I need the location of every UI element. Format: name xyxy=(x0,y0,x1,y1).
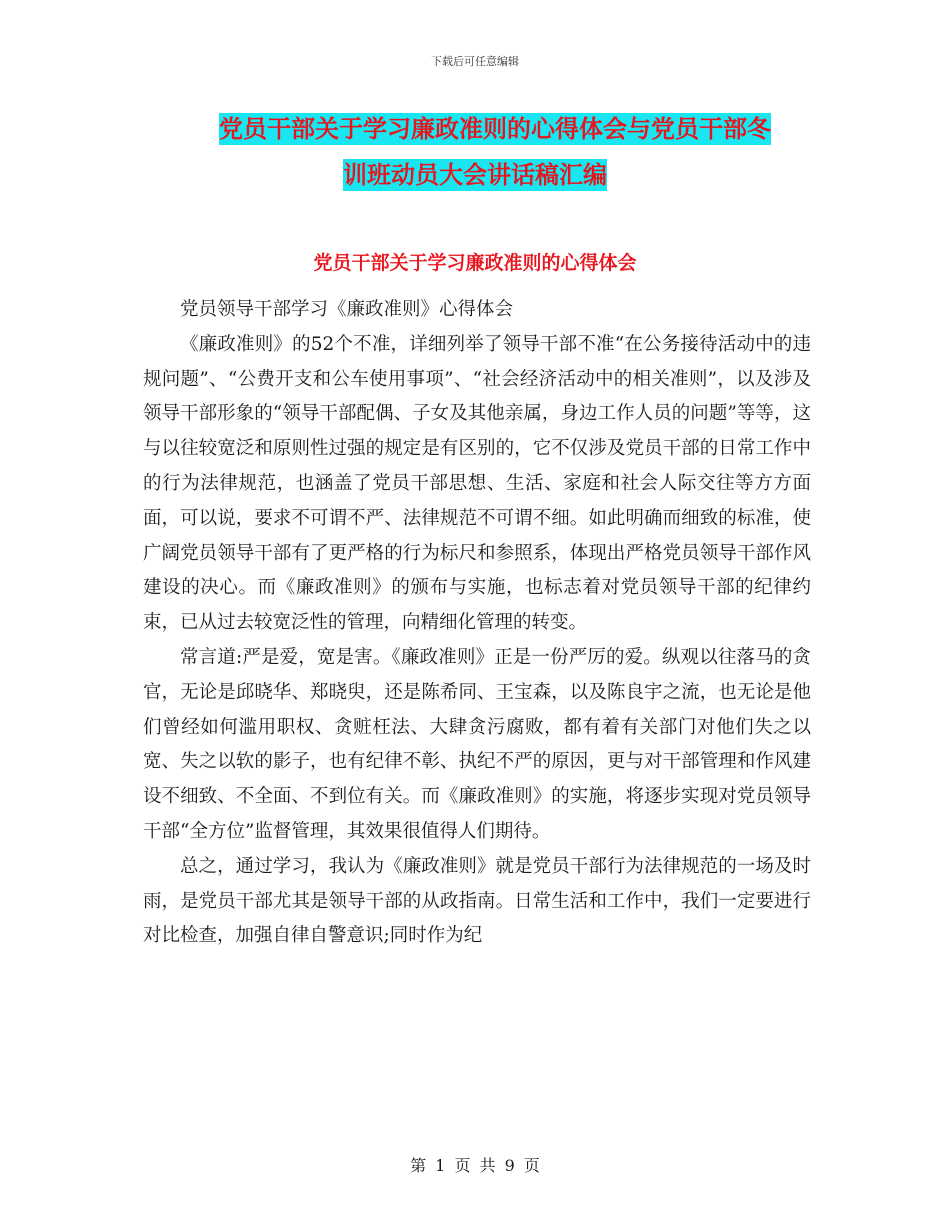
document-title-line-2-text: 训班动员大会讲话稿汇编 xyxy=(343,161,607,189)
document-title-line-1 xyxy=(0,111,950,147)
paragraph: 总之，通过学习，我认为《廉政准则》就是党员干部行为法律规范的一场及时雨，是党员干部尤其是领导干部的从政指南。日常生活和工作中，我们一定要进行对比检查，加强自律自警意识;同时作为纪 xyxy=(143,855,811,947)
header-note: 下载后可任意编辑 xyxy=(431,55,519,68)
document-body xyxy=(143,293,811,954)
page-number-footer: 第 1 页 共 9 页 xyxy=(410,1156,540,1175)
section-title: 党员干部关于学习廉政准则的心得体会 xyxy=(313,252,637,274)
paragraph: 《廉政准则》的52个不准，详细列举了领导干部不准“在公务接待活动中的违规问题”、“公费开支和公车使用事项”、“社会经济活动中的相关准则”，以及涉及领导干部形象的“领导干部配偶、子女及其他亲属，身边工作人员的问题”等等，这与以往较宽泛和原则性过强的规定是有区别的，它不仅涉及党员干部的日常工作中的行为法律规范，也涵盖了党员干部思想、生活、家庭和社会人际交往等方方面面，可以说，要求不可谓不严、法律规范不可谓不细。如此明确而细致的标准，使广阔党员领导干部有了更严格的行为标尺和参照系，体现出严格党员领导干部作风建设的决心。而《廉政准则》的颁布与实施，也标志着对党员领导干部的纪律约束，已从过去较宽泛性的管理，向精细化管理的转变。 xyxy=(143,333,811,634)
document-title-line-1-text: 党员干部关于学习廉政准则的心得体会与党员干部冬 xyxy=(219,115,771,143)
paragraph: 常言道:严是爱，宽是害。《廉政准则》正是一份严厉的爱。纵观以往落马的贪官，无论是邱晓华、郑晓臾，还是陈希同、王宝森，以及陈良宇之流，也无论是他们曾经如何滥用职权、贪赃枉法、大肆贪污腐败，都有着有关部门对他们失之以宽、失之以软的影子，也有纪律不彰、执纪不严的原因，更与对干部管理和作风建设不细致、不全面、不到位有关。而《廉政准则》的实施，将逐步实现对党员领导干部“全方位”监督管理，其效果很值得人们期待。 xyxy=(143,646,811,842)
document-title-line-2 xyxy=(0,157,950,193)
paragraph-subtitle: 党员领导干部学习《廉政准则》心得体会 xyxy=(180,299,514,320)
